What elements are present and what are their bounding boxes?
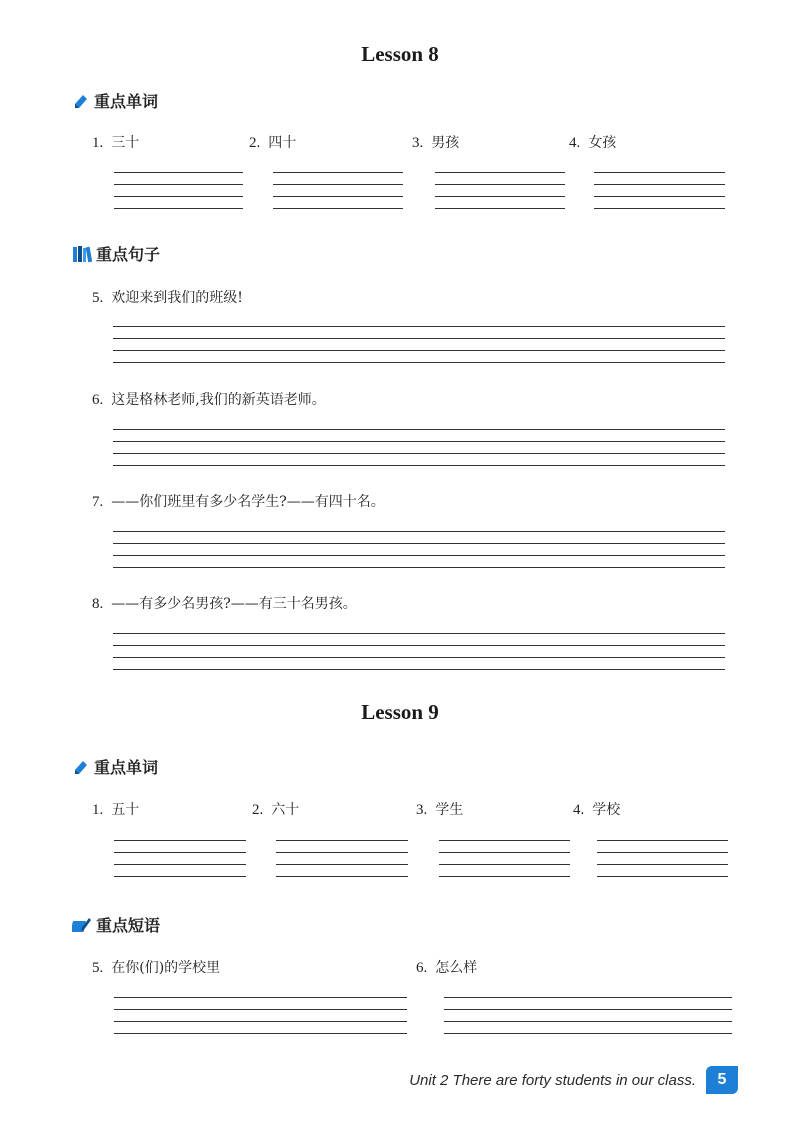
writing-lines[interactable] [435,172,565,209]
item-text: 学校 [592,802,621,818]
item-text: 这是格林老师,我们的新英语老师。 [111,392,326,408]
page-number-badge: 5 [706,1066,738,1094]
notebook-pen-icon [72,916,92,934]
writing-lines[interactable] [114,172,243,209]
phrase-item-6 [416,957,477,977]
lesson-9-phrases-heading [72,913,160,936]
item-number: 1. [92,802,104,818]
phrase-item-5 [92,957,220,977]
lesson-9-vocab-heading [72,755,158,778]
section-label: 重点单词 [94,758,159,777]
item-number: 1. [92,135,104,151]
item-number: 2. [252,802,264,818]
sentence-item-6 [92,389,326,409]
unit-caption: Unit 2 There are forty students in our class. [409,1071,696,1089]
writing-lines[interactable] [594,172,725,209]
item-number: 6. [92,392,104,408]
writing-lines[interactable] [444,997,732,1034]
item-text: ——你们班里有多少名学生?——有四十名。 [111,494,385,510]
vocab-item-1 [92,132,139,152]
writing-lines[interactable] [113,633,725,670]
vocab-item-4 [573,799,620,819]
sentence-item-8 [92,593,357,613]
vocab-item-3 [416,799,463,819]
item-text: 三十 [111,135,140,151]
lesson-9-title: Lesson 9 [361,700,439,724]
books-icon [72,245,92,263]
vocab-item-1 [92,799,139,819]
lesson-8-title: Lesson 8 [361,42,439,66]
page-footer [409,1066,738,1094]
item-number: 7. [92,494,104,510]
section-label: 重点单词 [94,92,159,111]
item-number: 6. [416,960,428,976]
writing-lines[interactable] [114,840,246,877]
lesson-8-sentences-heading [72,242,160,265]
writing-lines[interactable] [273,172,403,209]
writing-lines[interactable] [113,531,725,568]
sentence-item-7 [92,491,385,511]
item-number: 5. [92,290,104,306]
lesson-8-vocab-heading [72,89,158,112]
writing-lines[interactable] [114,997,407,1034]
item-text: 女孩 [588,135,617,151]
writing-lines[interactable] [597,840,728,877]
item-number: 3. [412,135,424,151]
item-number: 2. [249,135,261,151]
vocab-item-3 [412,132,459,152]
item-text: 在你(们)的学校里 [111,960,221,976]
item-text: 六十 [271,802,300,818]
vocab-item-2 [252,799,299,819]
item-text: 男孩 [431,135,460,151]
writing-lines[interactable] [276,840,408,877]
writing-lines[interactable] [113,429,725,466]
item-text: 四十 [268,135,297,151]
item-number: 3. [416,802,428,818]
writing-lines[interactable] [439,840,570,877]
pen-icon [72,92,90,110]
item-text: 怎么样 [435,960,478,976]
item-number: 8. [92,596,104,612]
item-text: 五十 [111,802,140,818]
item-number: 4. [573,802,585,818]
writing-lines[interactable] [113,326,725,363]
section-label: 重点句子 [96,245,161,264]
item-text: 学生 [435,802,464,818]
pen-icon [72,758,90,776]
sentence-item-5 [92,287,243,307]
vocab-item-4 [569,132,616,152]
item-number: 4. [569,135,581,151]
item-text: 欢迎来到我们的班级! [111,290,243,306]
section-label: 重点短语 [96,916,161,935]
item-text: ——有多少名男孩?——有三十名男孩。 [111,596,357,612]
item-number: 5. [92,960,104,976]
vocab-item-2 [249,132,296,152]
